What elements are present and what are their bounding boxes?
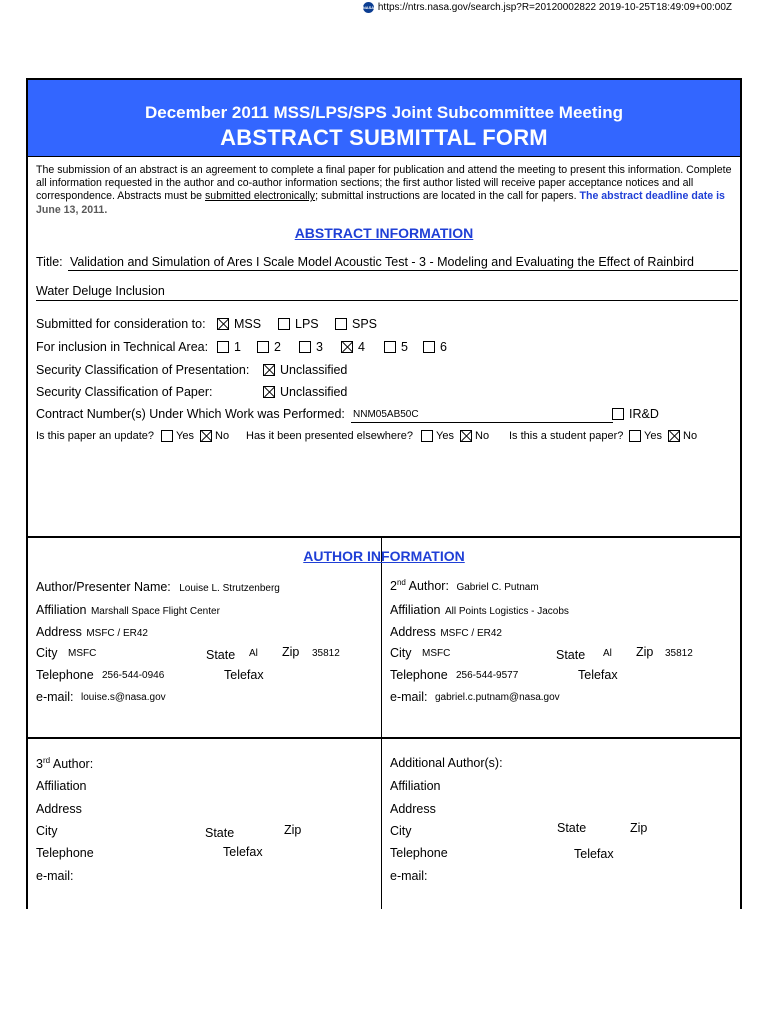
consideration-label: Submitted for consideration to: xyxy=(36,317,206,331)
title-value-line2[interactable]: Water Deluge Inclusion xyxy=(36,284,165,298)
third-email-label: e-mail: xyxy=(36,869,74,883)
first-address-label: Address xyxy=(36,625,82,639)
third-affiliation-label: Affiliation xyxy=(36,779,87,793)
checkbox-area-3[interactable] xyxy=(299,341,311,353)
checkbox-area-5[interactable] xyxy=(384,341,396,353)
additional-authors-section xyxy=(26,739,742,909)
area-5-label: 5 xyxy=(401,340,408,354)
additional-authors-label: Additional Author(s): xyxy=(390,756,503,770)
title-underline-2 xyxy=(36,300,738,301)
author-information-section xyxy=(26,538,742,739)
third-telefax-label: Telefax xyxy=(223,845,263,859)
first-email-label: e-mail: xyxy=(36,690,74,704)
technical-area-label: For inclusion in Technical Area: xyxy=(36,340,209,354)
third-telephone-label: Telephone xyxy=(36,846,94,860)
first-author-name[interactable]: Louise L. Strutzenberg xyxy=(179,583,280,594)
author-column-divider xyxy=(381,538,382,737)
deadline-label: The abstract deadline date is xyxy=(579,190,725,203)
second-affiliation-label: Affiliation xyxy=(390,603,441,617)
second-author-name[interactable]: Gabriel C. Putnam xyxy=(456,582,539,594)
mss-label: MSS xyxy=(234,317,262,331)
third-author-name-row xyxy=(36,756,93,771)
additional-affiliation-label: Affiliation xyxy=(390,779,441,793)
first-city-label: City xyxy=(36,646,58,660)
nasa-logo-icon: NASA xyxy=(363,2,374,13)
source-url-bar xyxy=(363,0,732,14)
deadline-date: June 13, 2011. xyxy=(36,203,108,216)
second-author-number: 2 xyxy=(390,579,397,594)
additional-city-label: City xyxy=(390,824,412,838)
student-no-label: No xyxy=(683,430,698,442)
abstract-submittal-form xyxy=(26,78,742,909)
first-telephone-label: Telephone xyxy=(36,668,94,682)
checkbox-student-no[interactable] xyxy=(668,430,680,442)
first-author-name-label: Author/Presenter Name: xyxy=(36,580,171,594)
source-url[interactable]: https://ntrs.nasa.gov/search.jsp?R=20120002822 2019-10-25T18:49:09+00:00Z xyxy=(377,1,732,13)
additional-zip-label: Zip xyxy=(630,821,648,835)
sec-paper-value: Unclassified xyxy=(280,385,348,399)
third-author-name-label: Author: xyxy=(50,757,94,772)
checkbox-area-6[interactable] xyxy=(423,341,435,353)
area-3-label: 3 xyxy=(316,340,323,354)
second-address[interactable]: MSFC / ER42 xyxy=(440,628,502,639)
second-telefax-label: Telefax xyxy=(578,668,618,682)
update-no-label: No xyxy=(215,430,230,442)
third-city-label: City xyxy=(36,824,58,838)
additional-telefax-label: Telefax xyxy=(574,847,614,861)
checkbox-ird[interactable] xyxy=(612,408,624,420)
intro-text: The submission of an abstract is an agreement to complete a final paper for publication and attend the meeting to present this information. Complete all information requested in the author and co-author information sections; the first author listed will receive paper acceptance notices and all correspondence. Abstracts must be xyxy=(36,164,732,203)
checkbox-update-yes[interactable] xyxy=(161,430,173,442)
first-author-affiliation-row xyxy=(36,601,220,619)
additional-address-label: Address xyxy=(390,802,436,816)
first-state-label: State xyxy=(206,648,236,662)
checkbox-area-1[interactable] xyxy=(217,341,229,353)
first-affiliation-label: Affiliation xyxy=(36,603,87,617)
second-affiliation[interactable]: All Points Logistics - Jacobs xyxy=(444,606,569,617)
third-author-suffix: rd xyxy=(42,756,51,765)
contract-value[interactable]: NNM05AB50C xyxy=(353,409,419,420)
sec-presentation-value: Unclassified xyxy=(280,363,348,377)
checkbox-sps[interactable] xyxy=(335,318,347,330)
checkbox-area-2[interactable] xyxy=(257,341,269,353)
additional-email-label: e-mail: xyxy=(390,869,428,883)
sec-presentation-label: Security Classification of Presentation: xyxy=(36,363,250,377)
second-zip[interactable]: 35812 xyxy=(665,648,693,659)
title-value-line1[interactable]: Validation and Simulation of Ares I Scale Model Acoustic Test - 3 - Modeling and Evaluating the Effect of Rainbird xyxy=(70,255,694,269)
checkbox-lps[interactable] xyxy=(278,318,290,330)
checkbox-presented-yes[interactable] xyxy=(421,430,433,442)
form-title: ABSTRACT SUBMITTAL FORM xyxy=(220,125,548,150)
area-2-label: 2 xyxy=(274,340,281,354)
contract-underline xyxy=(351,422,613,423)
student-yes-label: Yes xyxy=(644,430,662,442)
second-address-label: Address xyxy=(390,625,436,639)
area-1-label: 1 xyxy=(234,340,241,354)
title-underline-1 xyxy=(68,270,738,271)
intro-paragraph xyxy=(36,164,736,217)
meeting-title: December 2011 MSS/LPS/SPS Joint Subcommittee Meeting xyxy=(144,103,624,122)
second-author-name-label: Author: xyxy=(405,579,449,594)
author-info-heading: AUTHOR INFORMATION xyxy=(303,548,465,564)
checkbox-presented-no[interactable] xyxy=(460,430,472,442)
first-telephone[interactable]: 256-544-0946 xyxy=(102,670,165,681)
additional-telephone-label: Telephone xyxy=(390,846,448,860)
ird-label: IR&D xyxy=(629,407,659,421)
first-zip[interactable]: 35812 xyxy=(312,648,340,659)
presented-no-label: No xyxy=(475,430,490,442)
checkbox-student-yes[interactable] xyxy=(629,430,641,442)
update-yes-label: Yes xyxy=(176,430,194,442)
lps-label: LPS xyxy=(295,317,319,331)
checkbox-area-4[interactable] xyxy=(341,341,353,353)
checkbox-presentation-unclassified[interactable] xyxy=(263,364,275,376)
first-author-name-row xyxy=(36,578,280,596)
area-4-label: 4 xyxy=(358,340,365,354)
form-header xyxy=(26,78,742,157)
intro-underlined-text: submitted electronically xyxy=(205,190,316,203)
student-question: Is this a student paper? xyxy=(509,430,624,442)
checkbox-paper-unclassified[interactable] xyxy=(263,386,275,398)
intro-text-2: ; submittal instructions are located in the call for papers. xyxy=(315,190,580,203)
second-zip-label: Zip xyxy=(636,645,654,659)
update-question: Is this paper an update? xyxy=(36,430,155,442)
second-author-address-row xyxy=(390,623,502,641)
first-state[interactable]: Al xyxy=(249,648,258,659)
second-telephone-label: Telephone xyxy=(390,668,448,682)
second-author-suffix: nd xyxy=(396,578,406,587)
additional-column-divider xyxy=(381,739,382,909)
second-email[interactable]: gabriel.c.putnam@nasa.gov xyxy=(435,692,560,703)
checkbox-update-no[interactable] xyxy=(200,430,212,442)
second-author-name-row xyxy=(390,578,539,593)
presented-question: Has it been presented elsewhere? xyxy=(246,430,413,442)
abstract-information-section xyxy=(26,157,742,538)
first-affiliation[interactable]: Marshall Space Flight Center xyxy=(90,606,220,617)
checkbox-mss[interactable] xyxy=(217,318,229,330)
first-author-address-row xyxy=(36,623,148,641)
third-state-label: State xyxy=(205,826,235,840)
contract-label: Contract Number(s) Under Which Work was Performed: xyxy=(36,407,345,421)
third-zip-label: Zip xyxy=(284,823,302,837)
first-address[interactable]: MSFC / ER42 xyxy=(86,628,148,639)
first-city[interactable]: MSFC xyxy=(68,648,97,659)
second-author-affiliation-row xyxy=(390,601,569,619)
presented-yes-label: Yes xyxy=(436,430,454,442)
second-state[interactable]: Al xyxy=(603,648,612,659)
sec-paper-label: Security Classification of Paper: xyxy=(36,385,213,399)
third-author-number: 3 xyxy=(36,757,43,772)
area-6-label: 6 xyxy=(440,340,447,354)
additional-state-label: State xyxy=(557,821,587,835)
second-city[interactable]: MSFC xyxy=(422,648,451,659)
second-email-label: e-mail: xyxy=(390,690,428,704)
first-zip-label: Zip xyxy=(282,645,300,659)
title-label: Title: xyxy=(36,255,63,269)
third-address-label: Address xyxy=(36,802,82,816)
sps-label: SPS xyxy=(352,317,378,331)
second-state-label: State xyxy=(556,648,586,662)
second-city-label: City xyxy=(390,646,412,660)
abstract-info-heading: ABSTRACT INFORMATION xyxy=(294,225,474,241)
first-telefax-label: Telefax xyxy=(224,668,264,682)
first-email[interactable]: louise.s@nasa.gov xyxy=(81,692,166,703)
second-telephone[interactable]: 256-544-9577 xyxy=(456,670,519,681)
